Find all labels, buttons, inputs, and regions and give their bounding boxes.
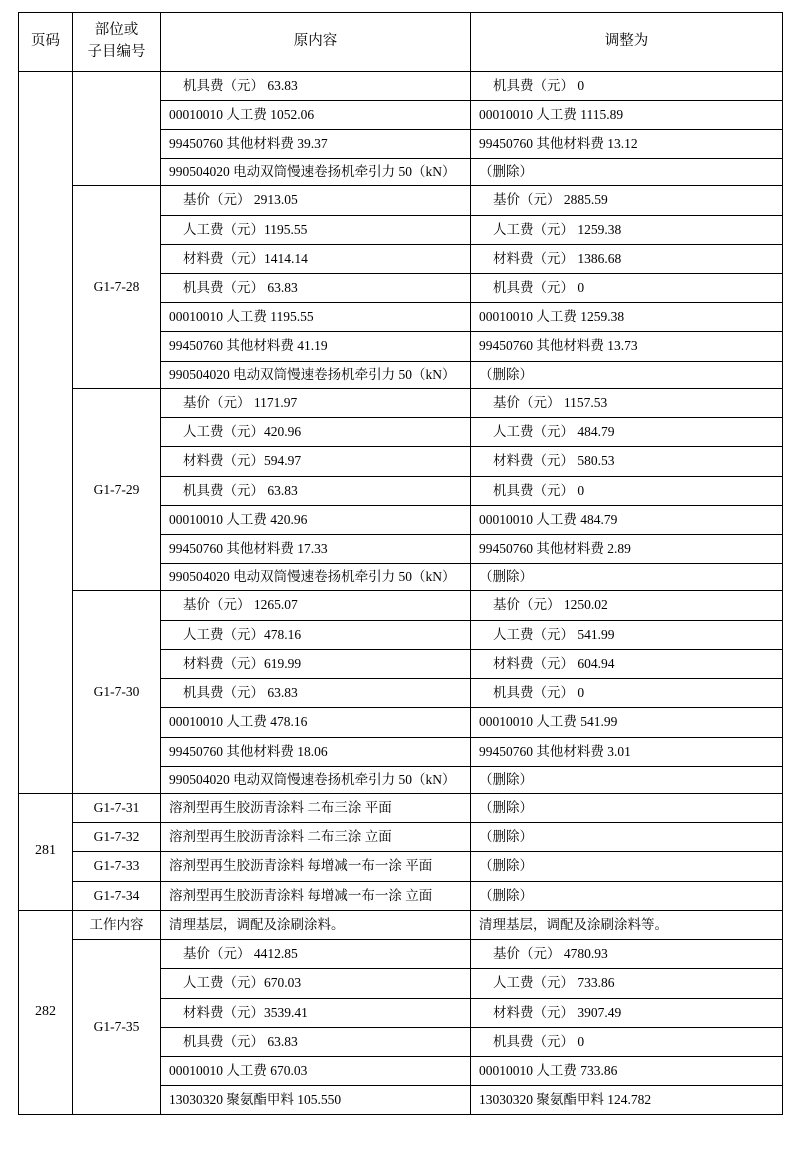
cell-code bbox=[73, 388, 161, 591]
cell-code-text: G1-7-32 bbox=[93, 829, 140, 845]
table-row bbox=[19, 940, 783, 969]
cell-code bbox=[73, 910, 161, 939]
cell-revised bbox=[471, 679, 783, 708]
cell-original-text: 机具费（元） 63.83 bbox=[183, 685, 298, 701]
cell-page bbox=[19, 910, 73, 1115]
cell-page-text bbox=[19, 427, 72, 437]
cell-revised bbox=[471, 649, 783, 678]
table-row bbox=[19, 388, 783, 417]
table-row bbox=[19, 852, 783, 881]
cell-revised bbox=[471, 564, 783, 591]
cell-original-text: 990504020 电动双筒慢速卷扬机牵引力 50（kN） bbox=[169, 164, 456, 180]
cell-revised-text: 机具费（元） 0 bbox=[493, 685, 585, 701]
cell-original-text: 13030320 聚氨酯甲料 105.550 bbox=[169, 1092, 342, 1108]
cell-original-text: 人工费（元）420.96 bbox=[183, 424, 302, 440]
cell-revised bbox=[471, 998, 783, 1027]
cell-revised-text: 基价（元） 1157.53 bbox=[493, 394, 608, 410]
cell-original bbox=[161, 737, 471, 766]
table-row bbox=[19, 793, 783, 822]
cell-revised bbox=[471, 1056, 783, 1085]
header-original-label: 原内容 bbox=[293, 32, 338, 49]
cell-code-text: G1-7-28 bbox=[93, 279, 140, 295]
cell-revised bbox=[471, 708, 783, 737]
table-row bbox=[19, 881, 783, 910]
cell-original bbox=[161, 361, 471, 388]
cell-original bbox=[161, 1056, 471, 1085]
cell-code-text: G1-7-34 bbox=[93, 887, 140, 903]
cell-original bbox=[161, 186, 471, 215]
cell-revised-text: 00010010 人工费 1115.89 bbox=[479, 106, 624, 122]
cell-original bbox=[161, 564, 471, 591]
header-revised-label: 调整为 bbox=[604, 32, 649, 49]
cell-code bbox=[73, 852, 161, 881]
cell-revised-text: 人工费（元） 1259.38 bbox=[493, 221, 622, 237]
cell-original-text: 溶剂型再生胶沥青涂料 每增减一布一涂 平面 bbox=[169, 858, 433, 874]
cell-code-text bbox=[73, 123, 160, 133]
cell-original bbox=[161, 303, 471, 332]
cell-code bbox=[73, 940, 161, 1115]
cell-original-text: 00010010 人工费 1052.06 bbox=[169, 106, 315, 122]
cell-revised-text: 00010010 人工费 733.86 bbox=[479, 1062, 618, 1078]
cell-original-text: 溶剂型再生胶沥青涂料 二布三涂 平面 bbox=[169, 799, 392, 815]
cell-revised bbox=[471, 591, 783, 620]
cell-revised bbox=[471, 215, 783, 244]
header-code-line2: 子目编号 bbox=[87, 43, 146, 60]
cell-original-text: 溶剂型再生胶沥青涂料 每增减一布一涂 立面 bbox=[169, 887, 433, 903]
cell-revised bbox=[471, 129, 783, 158]
cell-original-text: 00010010 人工费 1195.55 bbox=[169, 309, 314, 325]
cell-revised-text: 00010010 人工费 484.79 bbox=[479, 511, 618, 527]
cell-revised bbox=[471, 505, 783, 534]
cell-revised bbox=[471, 361, 783, 388]
cell-original bbox=[161, 852, 471, 881]
cell-revised bbox=[471, 274, 783, 303]
table-row bbox=[19, 186, 783, 215]
cell-revised-text: 99450760 其他材料费 13.73 bbox=[479, 338, 638, 354]
cell-revised-text: 材料费（元） 3907.49 bbox=[493, 1004, 622, 1020]
cell-original bbox=[161, 881, 471, 910]
cell-original-text: 99450760 其他材料费 39.37 bbox=[169, 135, 328, 151]
cell-revised-text: 机具费（元） 0 bbox=[493, 77, 585, 93]
cell-revised-text: （删除） bbox=[479, 569, 533, 585]
cell-revised-text: （删除） bbox=[479, 829, 533, 845]
cell-revised-text: 基价（元） 4780.93 bbox=[493, 946, 608, 962]
cell-revised bbox=[471, 910, 783, 939]
cell-code-text: G1-7-33 bbox=[93, 858, 140, 874]
cell-revised-text: （删除） bbox=[479, 771, 533, 787]
header-code-line1: 部位或 bbox=[94, 22, 139, 38]
cell-original-text: 99450760 其他材料费 41.19 bbox=[169, 338, 328, 354]
cell-revised-text: 机具费（元） 0 bbox=[493, 280, 585, 296]
cell-revised bbox=[471, 737, 783, 766]
cell-original-text: 清理基层，调配及涂刷涂料。 bbox=[169, 916, 345, 932]
cell-revised-text: 人工费（元） 733.86 bbox=[493, 975, 615, 991]
cell-original bbox=[161, 766, 471, 793]
cell-revised-text: （删除） bbox=[479, 887, 533, 903]
cell-revised bbox=[471, 159, 783, 186]
cell-original bbox=[161, 447, 471, 476]
table-row bbox=[19, 910, 783, 939]
cell-code bbox=[73, 71, 161, 186]
cell-revised-text: 清理基层，调配及涂刷涂料等。 bbox=[479, 916, 668, 932]
cell-revised bbox=[471, 476, 783, 505]
cell-original-text: 990504020 电动双筒慢速卷扬机牵引力 50（kN） bbox=[169, 366, 456, 382]
cell-original-text: 99450760 其他材料费 18.06 bbox=[169, 743, 328, 759]
cell-original bbox=[161, 793, 471, 822]
cell-revised bbox=[471, 244, 783, 273]
cell-original bbox=[161, 159, 471, 186]
cell-revised bbox=[471, 388, 783, 417]
cell-revised bbox=[471, 447, 783, 476]
cell-revised-text: 基价（元） 1250.02 bbox=[493, 597, 608, 613]
cell-original bbox=[161, 100, 471, 129]
cell-revised bbox=[471, 100, 783, 129]
cell-original-text: 基价（元） 1265.07 bbox=[183, 597, 298, 613]
cell-revised bbox=[471, 969, 783, 998]
cell-code bbox=[73, 186, 161, 389]
cell-code-text: G1-7-31 bbox=[93, 799, 140, 815]
table-row bbox=[19, 71, 783, 100]
cell-revised-text: （删除） bbox=[479, 366, 533, 382]
cell-code-text: G1-7-30 bbox=[93, 684, 140, 700]
cell-revised-text: （删除） bbox=[479, 858, 533, 874]
cell-original-text: 人工费（元）1195.55 bbox=[183, 221, 308, 237]
cell-original-text: 00010010 人工费 670.03 bbox=[169, 1062, 308, 1078]
cell-original-text: 溶剂型再生胶沥青涂料 二布三涂 立面 bbox=[169, 829, 392, 845]
cell-revised-text: 机具费（元） 0 bbox=[493, 482, 585, 498]
cell-original bbox=[161, 1027, 471, 1056]
cell-original-text: 99450760 其他材料费 17.33 bbox=[169, 541, 328, 556]
cell-revised-text: 人工费（元） 484.79 bbox=[493, 424, 615, 440]
cell-revised-text: 材料费（元） 1386.68 bbox=[493, 250, 622, 266]
cell-original-text: 基价（元） 2913.05 bbox=[183, 192, 298, 208]
cell-original-text: 机具费（元） 63.83 bbox=[183, 1033, 298, 1049]
cell-revised-text: 99450760 其他材料费 3.01 bbox=[479, 743, 631, 759]
cell-original-text: 人工费（元）670.03 bbox=[183, 975, 302, 991]
cell-original-text: 机具费（元） 63.83 bbox=[183, 77, 298, 93]
cell-original-text: 材料费（元）619.99 bbox=[183, 655, 302, 671]
cell-page-text: 282 bbox=[35, 1004, 56, 1020]
header-cell-code bbox=[73, 13, 161, 72]
header-page-label: 页码 bbox=[31, 32, 60, 49]
cell-original-text: 材料费（元）1414.14 bbox=[183, 250, 308, 266]
cell-revised-text: （删除） bbox=[479, 164, 533, 180]
cell-revised bbox=[471, 71, 783, 100]
cell-original-text: 人工费（元）478.16 bbox=[183, 626, 302, 642]
cell-page bbox=[19, 793, 73, 910]
table-row bbox=[19, 591, 783, 620]
table-header-row bbox=[19, 13, 783, 72]
cell-original-text: 基价（元） 1171.97 bbox=[183, 394, 298, 410]
cell-original bbox=[161, 418, 471, 447]
cell-original-text: 990504020 电动双筒慢速卷扬机牵引力 50（kN） bbox=[169, 771, 456, 787]
cell-original-text: 材料费（元）3539.41 bbox=[183, 1004, 308, 1020]
cell-revised bbox=[471, 940, 783, 969]
cell-revised bbox=[471, 766, 783, 793]
cell-original bbox=[161, 1086, 471, 1115]
cell-code-text: G1-7-29 bbox=[93, 481, 140, 497]
cell-original-text: 机具费（元） 63.83 bbox=[183, 482, 298, 498]
cell-original bbox=[161, 332, 471, 361]
cell-original bbox=[161, 910, 471, 939]
cell-original bbox=[161, 649, 471, 678]
cell-page bbox=[19, 71, 73, 793]
cell-revised-text: 99450760 其他材料费 2.89 bbox=[479, 541, 631, 556]
cell-revised bbox=[471, 823, 783, 852]
header-cell-page bbox=[19, 13, 73, 72]
revision-table bbox=[18, 12, 783, 1115]
table-row bbox=[19, 823, 783, 852]
cell-revised-text: 机具费（元） 0 bbox=[493, 1033, 585, 1049]
cell-original bbox=[161, 476, 471, 505]
cell-original bbox=[161, 708, 471, 737]
cell-revised bbox=[471, 332, 783, 361]
cell-code-text: 工作内容 bbox=[89, 916, 144, 932]
cell-original bbox=[161, 591, 471, 620]
cell-original-text: 材料费（元）594.97 bbox=[183, 453, 302, 469]
cell-code bbox=[73, 591, 161, 794]
cell-revised bbox=[471, 418, 783, 447]
header-code-label bbox=[73, 13, 160, 71]
cell-original-text: 机具费（元） 63.83 bbox=[183, 280, 298, 296]
cell-original bbox=[161, 679, 471, 708]
cell-original bbox=[161, 823, 471, 852]
cell-revised bbox=[471, 186, 783, 215]
cell-revised bbox=[471, 881, 783, 910]
cell-original bbox=[161, 969, 471, 998]
cell-original-text: 00010010 人工费 420.96 bbox=[169, 511, 308, 527]
cell-revised-text: 基价（元） 2885.59 bbox=[493, 192, 608, 208]
cell-original bbox=[161, 274, 471, 303]
cell-revised bbox=[471, 535, 783, 564]
cell-original bbox=[161, 620, 471, 649]
cell-revised-text: （删除） bbox=[479, 799, 533, 815]
cell-revised bbox=[471, 620, 783, 649]
cell-original bbox=[161, 505, 471, 534]
cell-page-text: 281 bbox=[35, 843, 56, 859]
cell-code bbox=[73, 881, 161, 910]
cell-revised-text: 99450760 其他材料费 13.12 bbox=[479, 135, 638, 151]
cell-revised bbox=[471, 303, 783, 332]
cell-code bbox=[73, 793, 161, 822]
cell-revised bbox=[471, 1086, 783, 1115]
cell-revised-text: 材料费（元） 604.94 bbox=[493, 655, 615, 671]
cell-original bbox=[161, 940, 471, 969]
header-cell-revised bbox=[471, 13, 783, 72]
cell-original-text: 00010010 人工费 478.16 bbox=[169, 714, 308, 730]
cell-original bbox=[161, 244, 471, 273]
cell-code bbox=[73, 823, 161, 852]
cell-original bbox=[161, 535, 471, 564]
cell-revised-text: 13030320 聚氨酯甲料 124.782 bbox=[479, 1092, 652, 1108]
cell-original bbox=[161, 388, 471, 417]
cell-code-text: G1-7-35 bbox=[93, 1019, 140, 1035]
cell-revised-text: 材料费（元） 580.53 bbox=[493, 453, 615, 469]
cell-original-text: 990504020 电动双筒慢速卷扬机牵引力 50（kN） bbox=[169, 569, 456, 585]
cell-original bbox=[161, 998, 471, 1027]
cell-original-text: 基价（元） 4412.85 bbox=[183, 946, 298, 962]
header-cell-original bbox=[161, 13, 471, 72]
cell-original bbox=[161, 215, 471, 244]
table-body bbox=[19, 13, 783, 1115]
cell-revised-text: 00010010 人工费 541.99 bbox=[479, 714, 618, 730]
cell-original bbox=[161, 71, 471, 100]
cell-revised bbox=[471, 793, 783, 822]
cell-revised bbox=[471, 1027, 783, 1056]
cell-revised-text: 00010010 人工费 1259.38 bbox=[479, 309, 625, 325]
cell-revised bbox=[471, 852, 783, 881]
cell-original bbox=[161, 129, 471, 158]
cell-revised-text: 人工费（元） 541.99 bbox=[493, 626, 615, 642]
